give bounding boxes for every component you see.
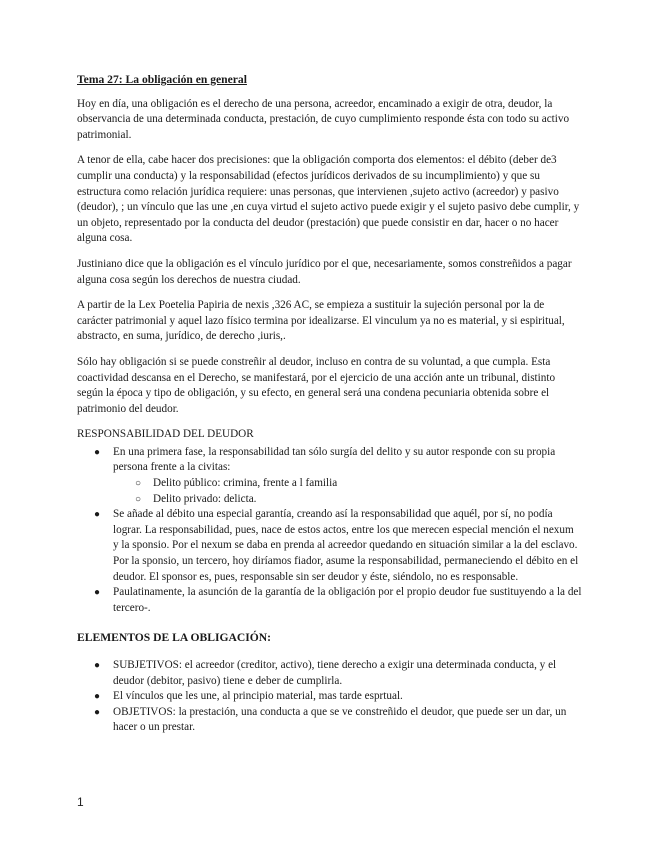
elementos-heading: ELEMENTOS DE LA OBLIGACIÓN: — [77, 631, 272, 645]
delito-sublist — [113, 476, 582, 507]
bullet-icon: ● — [94, 446, 101, 458]
hollow-bullet-icon: ○ — [135, 478, 142, 490]
list-item-text: SUBJETIVOS: el acreedor (creditor, activo), tiene derecho a exigir una determinada conducta, y el deudor (debitor, pasivo) tiene e deber de cumplirla. — [113, 659, 557, 687]
list-item-text: En una primera fase, la responsabilidad tan sólo surgía del delito y su autor responde con su propia persona frente a la civitas: — [113, 445, 556, 474]
list-item — [77, 585, 582, 616]
bullet-icon: ● — [94, 660, 101, 671]
responsabilidad-list — [77, 445, 582, 617]
list-item-text: El vínculos que les une, al principio material, mas tarde esprtual. — [113, 690, 403, 703]
page-number: 1 — [77, 795, 84, 809]
hollow-bullet-icon: ○ — [135, 493, 142, 505]
bullet-icon: ● — [94, 509, 101, 521]
list-item-text: Delito privado: delicta. — [153, 492, 257, 505]
paragraph-justiniano: Justiniano dice que la obligación es el vínculo jurídico por el que, necesariamente, somos constreñidos a pagar alguna cosa según los derechos de nuestra ciudad. — [77, 257, 572, 286]
bullet-icon: ● — [94, 691, 101, 703]
paragraph-precisions: A tenor de ella, cabe hacer dos precisiones: que la obligación comporta dos elementos: el débito (deber de3 cumplir una conducta) y la responsabilidad (efectos jurídicos derivados de su incumplimiento) y que su estructura como relación jurídica requiere: unas personas, que intervienen ,sujeto activo (acreedor) y pasivo (deudor), ; un vínculo que las une ,en cuya virtud el sujeto activo puede exigir y el sujeto pasivo debe cumplir, y un objeto, representado por la conducta del deudor (prestación) que puede consistir en dar, hacer o no hacer alguna cosa. — [77, 154, 580, 245]
list-item-text: Se añade al débito una especial garantía, creando así la responsabilidad que aquél, por sí, no podía lograr. La responsabilidad, pues, nace de estos actos, entre los que merecen especial mención el nexum y la sponsio. Por el nexum se daba en prenda al acreedor quedando en situación similar a la del esclavo. Por la sponsio, un tercero, hoy diríamos fiador, asume la responsabilidad, permaneciendo el débito en el deudor. El sponsor es, pues, responsable sin ser deudor y éste, siéndolo, no es responsable. — [113, 508, 579, 583]
paragraph-coactividad: Sólo hay obligación si se puede constreñir al deudor, incluso en contra de su voluntad, a que cumpla. Esta coactividad descansa en el Derecho, se manifestará, por el ejercicio de una acción ante un tribunal, distinto según la época y tipo de obligación, y su efecto, en general será una condena pecuniaria obtenida sobre el patrimonio del deudor. — [77, 355, 556, 415]
paragraph-definition: Hoy en día, una obligación es el derecho de una persona, acreedor, encaminado a exigir de otra, deudor, la observancia de una determinada conducta, prestación, de cuyo cumplimiento responde ésta con todo su activo patrimonial. — [77, 97, 570, 141]
list-item — [113, 476, 582, 492]
list-item — [77, 705, 582, 736]
list-item — [113, 492, 582, 508]
list-item — [77, 658, 582, 689]
list-item — [77, 507, 582, 585]
list-item-text: Delito público: crimina, frente a l familia — [153, 477, 338, 490]
list-item — [77, 445, 582, 507]
list-item — [77, 689, 582, 705]
paragraph-lex-poetelia: A partir de la Lex Poetelia Papiria de nexis ,326 AC, se empieza a sustituir la sujeción personal por la de carácter patrimonial y aquel lazo físico termina por idealizarse. El vinculum ya no es material, y si espiritual, abstracto, en suma, jurídico, de derecho ,iuris,. — [77, 299, 565, 343]
bullet-icon: ● — [94, 706, 101, 718]
document-page — [77, 72, 582, 736]
responsabilidad-heading: RESPONSABILIDAD DEL DEUDOR — [77, 428, 254, 441]
document-title: Tema 27: La obligación en general — [77, 73, 247, 86]
list-item-text: OBJETIVOS: la prestación, una conducta a que se ve constreñido el deudor, que puede ser un dar, un hacer o un prestar. — [113, 705, 567, 734]
list-item-text: Paulatinamente, la asunción de la garantía de la obligación por el propio deudor fue sustituyendo a la del tercero-. — [113, 586, 582, 614]
bullet-icon: ● — [94, 587, 101, 599]
elementos-list — [77, 658, 582, 736]
